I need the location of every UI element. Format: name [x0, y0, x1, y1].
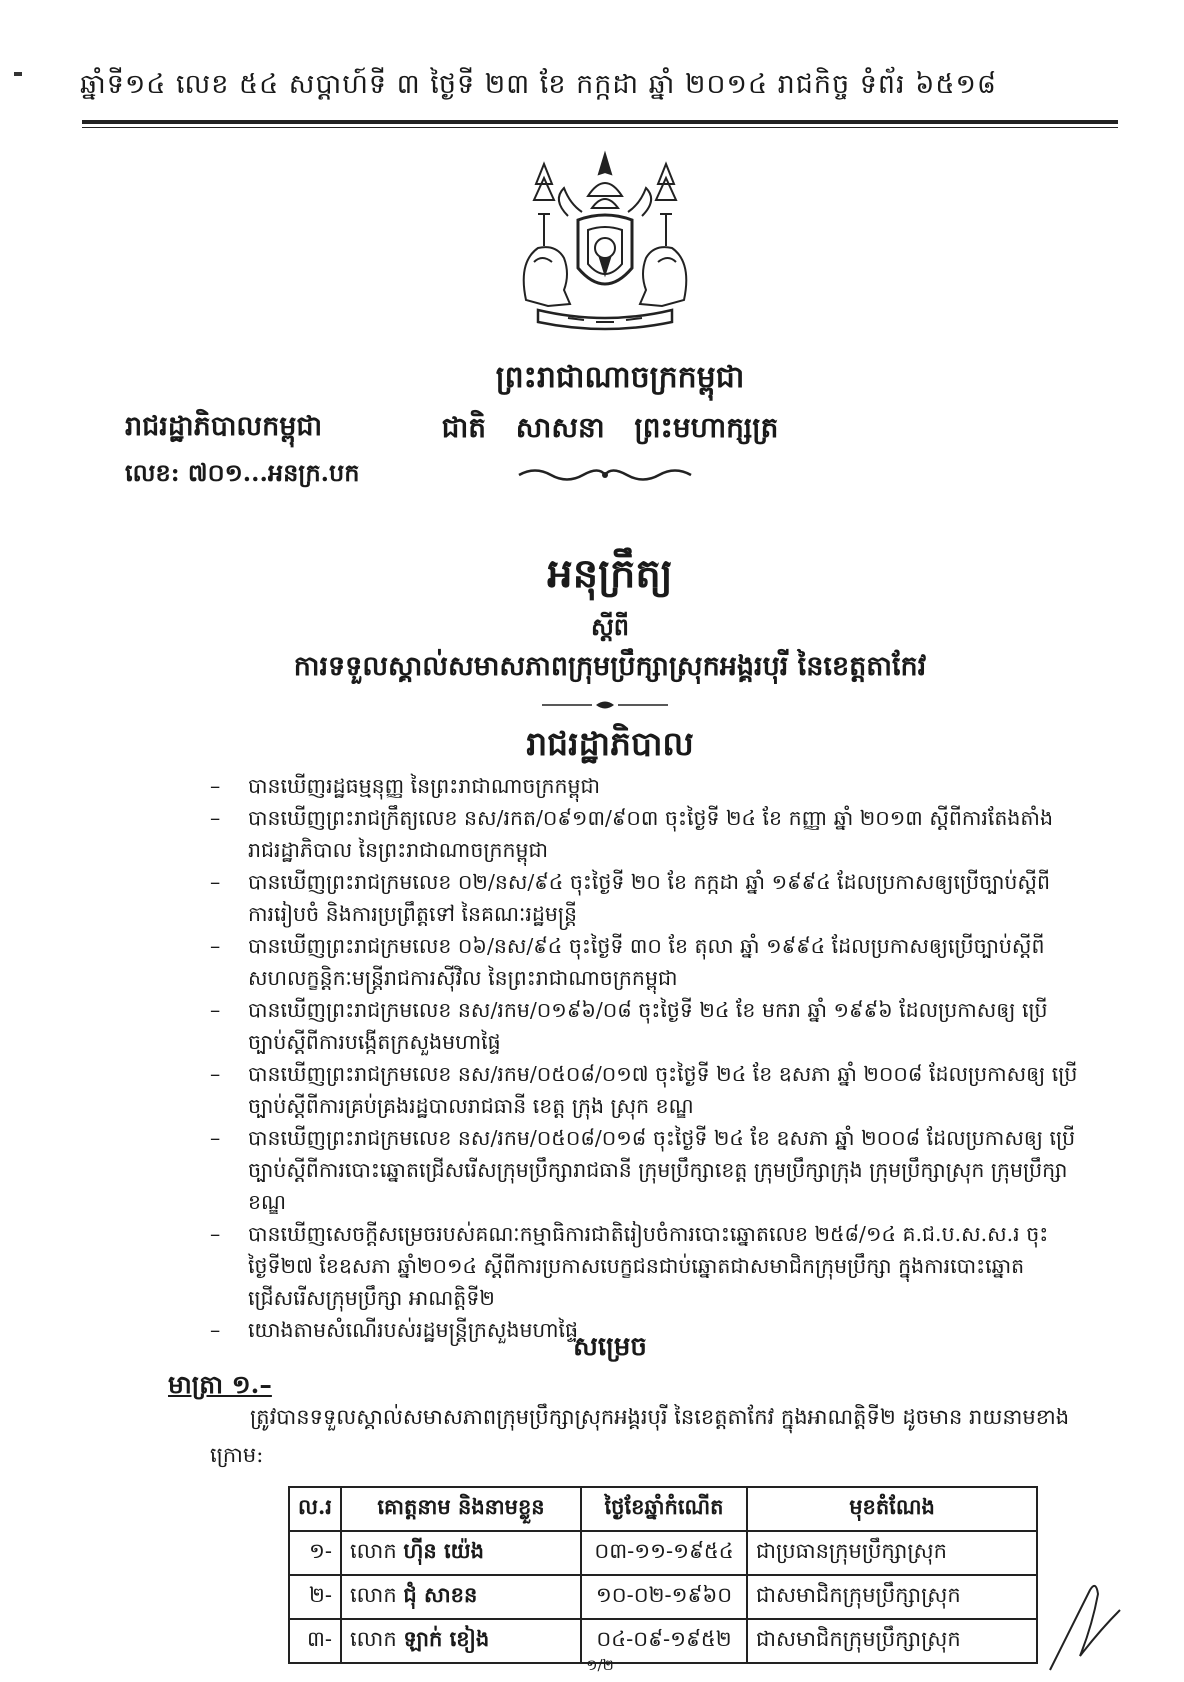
member-position: ជាប្រធានក្រុមប្រឹក្សាស្រុក [747, 1531, 1037, 1575]
preamble-item: – បានឃើញព្រះរាជក្រមលេខ នស/រកម/០៥០៨/០១៨ ចុះថ្ងៃទី ២៤ ខែ ឧសភា ឆ្នាំ ២០០៨ ដែលប្រកាសឲ្យ ប្រើច្បាប់ស្តីពីការបោះឆ្នោតជ្រើសរើសក្រុមប្រឹក្សារាជធានី ក្រុមប្រឹក្សាខេត្ត ក្រុមប្រឹក្សាក្រុង ក្រុមប្រឹក្សាស្រុក ក្រុមប្រឹក្សាខណ្ឌ [210, 1126, 1076, 1214]
about-label: ស្តីពី [590, 612, 630, 641]
header-rule [82, 120, 1118, 124]
reference-number: លេខ: ៧០១...អនក្រ.បក [125, 458, 360, 487]
member-dob: ១០-០២-១៩៦០ [581, 1575, 747, 1619]
table-header-row [289, 1487, 1037, 1531]
decision-heading: សម្រេច [573, 1332, 647, 1362]
council-members-table [288, 1486, 1038, 1664]
member-name: លោក ហ៊ីន យ៉េង [341, 1531, 581, 1575]
row-number: ៣- [289, 1619, 341, 1663]
member-dob: ០៤-០៩-១៩៥២ [581, 1619, 747, 1663]
member-position: ជាសមាជិកក្រុមប្រឹក្សាស្រុក [747, 1619, 1037, 1663]
preamble-item: – យោងតាមសំណើរបស់រដ្ឋមន្ត្រីក្រសួងមហាផ្ទៃ [210, 1318, 579, 1342]
preamble-item: – បានឃើញសេចក្តីសម្រេចរបស់គណៈកម្មាធិការជាតិរៀបចំការបោះឆ្នោតលេខ ២៥៨/១៤ គ.ជ.ប.ស.ស.រ ចុះថ្ងៃទី២៧ ខែឧសភា ឆ្នាំ២០១៤ ស្តីពីការប្រកាសបេក្ខជនជាប់ឆ្នោតជាសមាជិកក្រុមប្រឹក្សា ក្នុងការបោះឆ្នោត ជ្រើសរើសក្រុមប្រឹក្សា អាណត្តិទី២ [210, 1222, 1049, 1310]
preamble-item: – បានឃើញព្រះរាជក្រឹត្យលេខ នស/រកត/០៩១៣/៩០៣ ចុះថ្ងៃទី ២៤ ខែ កញ្ញា ឆ្នាំ ២០១៣ ស្តីពីការតែងតាំង រាជរដ្ឋាភិបាល នៃព្រះរាជាណាចក្រកម្ពុជា [210, 806, 1053, 862]
preamble-item: – បានឃើញព្រះរាជក្រមលេខ ០២/នស/៩៤ ចុះថ្ងៃទី ២០ ខែ កក្កដា ឆ្នាំ ១៩៩៤ ដែលប្រកាសឲ្យប្រើច្បាប់ស្តីពី ការរៀបចំ និងការប្រព្រឹត្តទៅ នៃគណៈរដ្ឋមន្ត្រី [210, 870, 1050, 926]
member-position: ជាសមាជិកក្រុមប្រឹក្សាស្រុក [747, 1575, 1037, 1619]
document-subject: ការទទួលស្គាល់សមាសភាពក្រុមប្រឹក្សាស្រុកអង្គរបុរី នៃខេត្តតាកែវ [293, 651, 927, 682]
article-1-label: មាត្រា ១.– [168, 1370, 272, 1399]
kingdom-name: ព្រះរាជាណាចក្រកម្ពុជា [495, 360, 745, 395]
issuer-heading: រាជរដ្ឋាភិបាល [526, 724, 694, 763]
row-number: ២- [289, 1575, 341, 1619]
article-1-text: ត្រូវបានទទួលស្គាល់សមាសភាពក្រុមប្រឹក្សាស្រុកអង្គរបុរី នៃខេត្តតាកែវ ក្នុងអាណត្តិទី២ ដូចមាន រាយនាមខាងក្រោម: [210, 1405, 1070, 1467]
row-number: ១- [289, 1531, 341, 1575]
col-header-number: ល.រ [289, 1487, 341, 1531]
member-name: លោក ជុំ សាខន [341, 1575, 581, 1619]
page-number: ១/២ [586, 1656, 614, 1674]
scan-speck [14, 72, 22, 76]
col-header-name: គោត្តនាម និងនាមខ្លួន [341, 1487, 581, 1531]
preamble-item: – បានឃើញព្រះរាជក្រមលេខ ០៦/នស/៩៤ ចុះថ្ងៃទី ៣០ ខែ តុលា ឆ្នាំ ១៩៩៤ ដែលប្រកាសឲ្យប្រើច្បាប់ស្តីពី សហលក្ខន្តិកៈមន្ត្រីរាជការស៊ីវិល នៃព្រះរាជាណាចក្រកម្ពុជា [210, 934, 1045, 990]
royal-coat-of-arms-emblem [508, 150, 702, 336]
preamble-item: – បានឃើញព្រះរាជក្រមលេខ នស/រកម/០១៩៦/០៨ ចុះថ្ងៃទី ២៤ ខែ មករា ឆ្នាំ ១៩៩៦ ដែលប្រកាសឲ្យ ប្រើច្បាប់ស្តីពីការបង្កើតក្រសួងមហាផ្ទៃ [210, 998, 1048, 1054]
header-rule-thin [82, 127, 1118, 128]
col-header-position: មុខតំណែង [747, 1487, 1037, 1531]
table-row [289, 1619, 1037, 1663]
government-label: រាជរដ្ឋាភិបាលកម្ពុជា [125, 411, 323, 442]
document-type-title: អនុក្រឹត្យ [547, 550, 673, 597]
table-row [289, 1575, 1037, 1619]
col-header-dob: ថ្ងៃខែឆ្នាំកំណើត [581, 1487, 747, 1531]
national-motto: ជាតិ សាសនា ព្រះមហាក្សត្រ [441, 411, 779, 444]
preamble-item: – បានឃើញរដ្ឋធម្មនុញ្ញ នៃព្រះរាជាណាចក្រកម្ពុជា [210, 774, 601, 798]
signature-mark-icon [1040, 1570, 1130, 1680]
gazette-header: ឆ្នាំទី១៤ លេខ ៥៤ សប្តាហ៍ទី ៣ ថ្ងៃទី ២៣ ខែ កក្កដា ឆ្នាំ ២០១៤ រាជកិច្ច ទំព័រ ៦៥១៨ [80, 69, 997, 100]
member-name: លោក ឡាក់ ខៀង [341, 1619, 581, 1663]
preamble-list [210, 770, 1080, 1346]
table-row [289, 1531, 1037, 1575]
preamble-item: – បានឃើញព្រះរាជក្រមលេខ នស/រកម/០៥០៨/០១៧ ចុះថ្ងៃទី ២៤ ខែ ឧសភា ឆ្នាំ ២០០៨ ដែលប្រកាសឲ្យ ប្រើច្បាប់ស្តីពីការគ្រប់គ្រងរដ្ឋបាលរាជធានី ខេត្ត ក្រុង ស្រុក ខណ្ឌ [210, 1062, 1078, 1118]
member-dob: ០៣-១១-១៩៥៤ [581, 1531, 747, 1575]
ornament-divider-icon [515, 464, 695, 486]
subject-divider-icon [540, 698, 670, 712]
